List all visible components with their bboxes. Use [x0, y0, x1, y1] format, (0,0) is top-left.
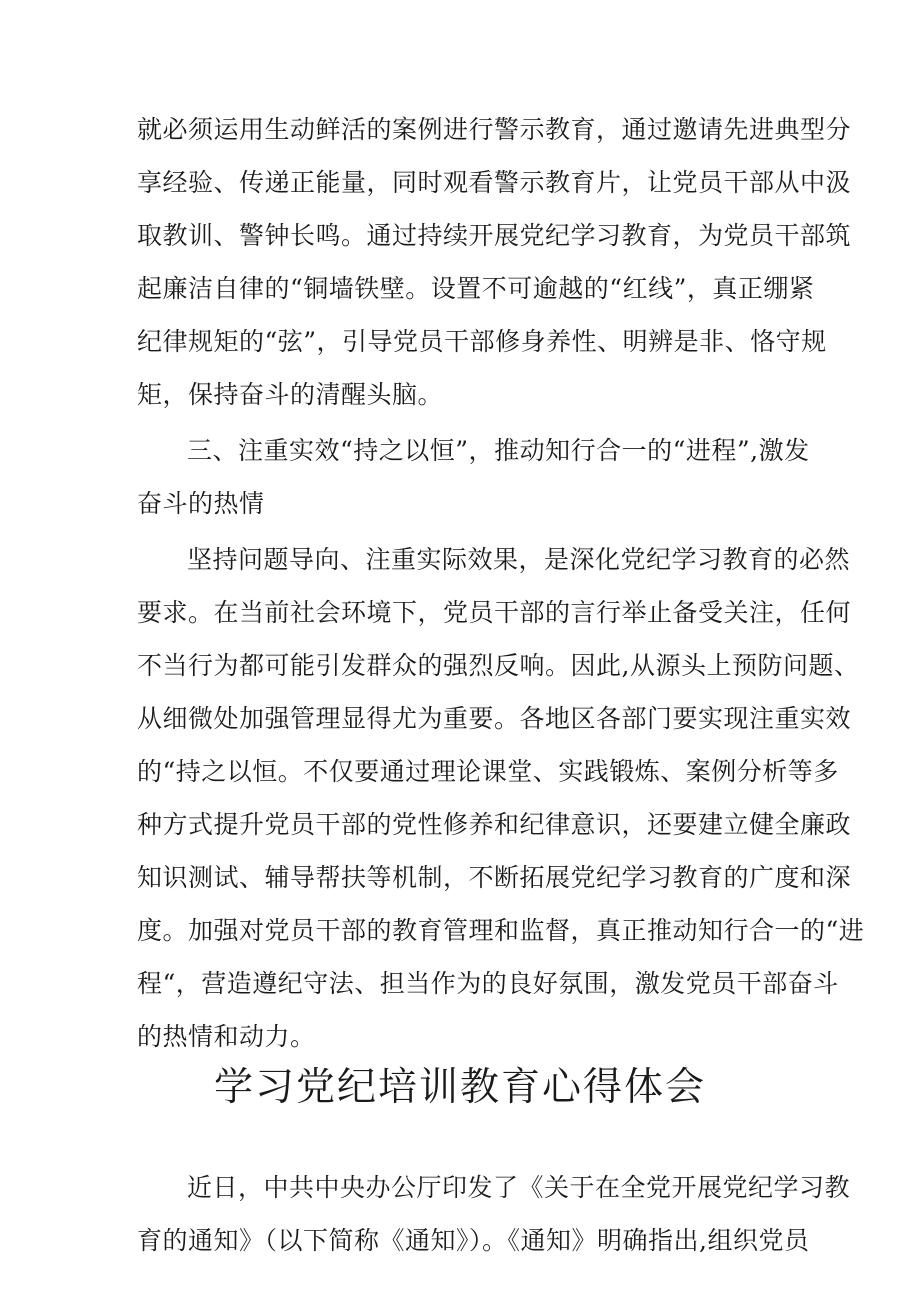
- paragraph-line: 纪律规矩的“弦”，引导党员干部修身养性、明辨是非、恪守规: [137, 327, 827, 356]
- article-title: 学习党纪培训教育心得体会: [213, 1065, 706, 1110]
- section-heading-line: 奋斗的热情: [137, 489, 265, 518]
- section-heading-line: 三、注重实效“持之以恒”，推动知行合一的“进程”,激发: [187, 436, 810, 465]
- paragraph-line: 要求。在当前社会环境下，党员干部的言行举止备受关注，任何: [137, 598, 852, 627]
- paragraph-line: 矩，保持奋斗的清醒头脑。: [137, 380, 444, 409]
- paragraph-line: 不当行为都可能引发群众的强烈反响。因此,从源头上预防问题、: [137, 651, 860, 680]
- paragraph-line: 坚持问题导向、注重实际效果，是深化党纪学习教育的必然: [187, 545, 851, 574]
- paragraph-line: 程“，营造遵纪守法、担当作为的良好氛围，激发党员干部奋斗: [137, 969, 839, 998]
- paragraph-line: 的“持之以恒。不仅要通过理论课堂、实践锻炼、案例分析等多: [137, 757, 839, 786]
- paragraph-line: 取教训、警钟长鸣。通过持续开展党纪学习教育，为党员干部筑: [137, 221, 852, 250]
- paragraph-line: 种方式提升党员干部的党性修养和纪律意识，还要建立健全廉政: [137, 810, 852, 839]
- paragraph-line: 育的通知》（以下简称《通知》）。《通知》明确指出,组织党员: [137, 1226, 810, 1255]
- paragraph-line: 知识测试、辅导帮扶等机制，不断拓展党纪学习教育的广度和深: [137, 863, 852, 892]
- paragraph-line: 从细微处加强管理显得尤为重要。各地区各部门要实现注重实效: [137, 704, 852, 733]
- paragraph-line: 的热情和动力。: [137, 1022, 316, 1051]
- paragraph-line: 起廉洁自律的“铜墙铁壁。设置不可逾越的“红线”，真正绷紧: [137, 274, 815, 303]
- paragraph-line: 就必须运用生动鲜活的案例进行警示教育，通过邀请先进典型分: [137, 115, 852, 144]
- paragraph-line: 近日，中共中央办公厅印发了《关于在全党开展党纪学习教: [187, 1173, 851, 1202]
- paragraph-line: 享经验、传递正能量，同时观看警示教育片，让党员干部从中汲: [137, 168, 852, 197]
- paragraph-line: 度。加强对党员干部的教育管理和监督，真正推动知行合一的“进: [137, 916, 865, 945]
